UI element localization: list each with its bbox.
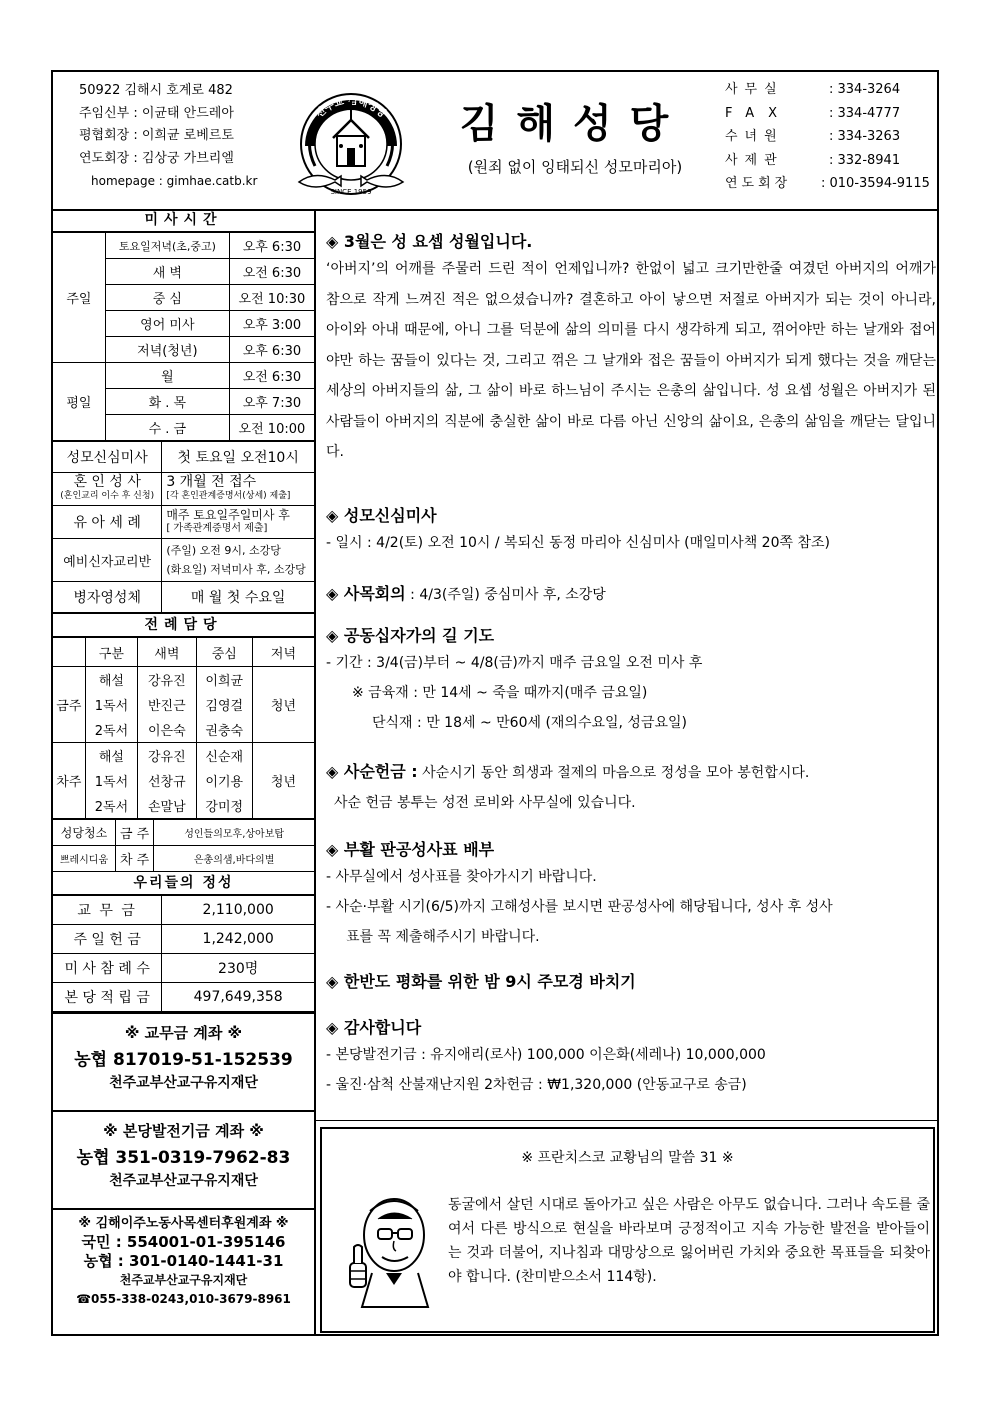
table-row (53, 473, 314, 506)
offering-name: 본 당 적 립 금 (53, 983, 162, 1012)
pope-thumbs-up-icon (342, 1189, 438, 1309)
mass-time: 오전 10:00 (229, 415, 314, 441)
weekday-label: 평일 (53, 363, 105, 441)
mass-name: 월 (105, 363, 229, 389)
cleaning-table (53, 819, 314, 872)
notice-title: ◈ 부활 판공성사표 배부 (326, 840, 495, 859)
service-name: 병자영성체 (53, 582, 162, 613)
service-value-main: 매주 토요일주일미사 후 (166, 508, 290, 522)
table-row (53, 233, 314, 259)
role: 2독서 (85, 717, 137, 743)
account-heading: ※ 본당발전기금 계좌 ※ (103, 1122, 264, 1140)
week-label: 차주 (53, 743, 85, 819)
notice-st-joseph (326, 229, 936, 468)
contact-label: 사제관 (725, 152, 784, 168)
service-value: 매 월 첫 수요일 (162, 582, 314, 613)
bulletin-header (53, 72, 937, 211)
table-row (53, 820, 314, 846)
parish-title: 김해성당 (459, 101, 687, 147)
service-name: 성모신심미사 (53, 442, 162, 473)
contact-office (725, 78, 935, 102)
main-name: 권충숙 (196, 717, 252, 743)
other-services-table (53, 441, 314, 613)
table-row (53, 667, 314, 693)
notice-line: 표를 꼭 제출해주시기 바랍니다. (346, 929, 540, 945)
labor-center-account (53, 1208, 314, 1309)
notice-title: ◈ 사순헌금 : (326, 762, 418, 781)
contact-label: 연도회장 (725, 176, 792, 191)
bulletin-page (51, 70, 939, 1336)
elder-president: 연도회장 : 김상궁 가브리엘 (79, 150, 234, 166)
role: 2독서 (85, 793, 137, 819)
offering-name: 미 사 참 례 수 (53, 954, 162, 983)
table-row (53, 582, 314, 613)
role: 1독서 (85, 768, 137, 793)
service-name-main: 혼 인 성 사 (73, 474, 141, 490)
parish-info (61, 80, 291, 193)
pope-quote-section (316, 1120, 937, 1335)
offering-value: 2,110,000 (162, 896, 314, 925)
account-owner: 천주교부산교구유지재단 (109, 1075, 258, 1091)
mass-time: 오전 10:30 (229, 285, 314, 311)
notice-line: 단식재 : 만 18세 ~ 만60세 (재의수요일, 성금요일) (372, 715, 687, 731)
service-name: 예비신자교리반 (53, 539, 162, 582)
quote-title: ※ 프란치스코 교황님의 말씀 31 ※ (521, 1150, 734, 1166)
mass-times-table (53, 232, 314, 441)
notice-lent-offering (326, 757, 936, 818)
sidebar (53, 209, 316, 1334)
tithe-account (53, 1012, 314, 1106)
offering-value: 497,649,358 (162, 983, 314, 1012)
notice-line: 사순 헌금 봉투는 성전 로비와 사무실에 있습니다. (334, 795, 636, 811)
homepage: homepage : gimhae.catb.kr (91, 174, 258, 188)
notice-line: - 기간 : 3/4(금)부터 ~ 4/8(금)까지 매주 금요일 오전 미사 후 (326, 655, 703, 671)
service-value (162, 473, 314, 506)
service-value-main: 3 개월 전 접수 (166, 474, 257, 490)
notice-title: ◈ 감사합니다 (326, 1018, 422, 1037)
contact-elder (725, 172, 935, 196)
notice-confession-card (326, 837, 936, 952)
table-row (53, 925, 314, 954)
contact-label: FAX (725, 105, 792, 121)
notice-marian-mass (326, 503, 936, 558)
mass-time: 오후 7:30 (229, 389, 314, 415)
liturgy-table (53, 637, 314, 819)
role: 해설 (85, 667, 137, 693)
dawn-name: 이은숙 (138, 717, 196, 743)
contact-rectory (725, 149, 935, 173)
account-heading: ※ 교무금 계좌 ※ (124, 1024, 243, 1042)
logo-text: 천주교 김해성당 (313, 95, 389, 121)
account-heading: ※ 김해이주노동사목센터후원계좌 ※ (78, 1216, 289, 1231)
main-name: 강미정 (196, 793, 252, 819)
notice-line: ※ 금육재 : 만 14세 ~ 죽을 때까지(매주 금요일) (352, 685, 648, 701)
service-value-sub: [각 혼인관계증명서(상세) 제출] (166, 491, 291, 501)
notice-line: - 일시 : 4/2(토) 오전 10시 / 복되신 동정 마리아 신심미사 (매일미사책 20쪽 참조) (326, 535, 830, 551)
table-row (53, 539, 314, 582)
notice-line: - 본당발전기금 : 유지애리(로사) 100,000 이은화(세레나) 10,000,000 (326, 1047, 766, 1063)
notice-line: - 사무실에서 성사표를 찾아가시기 바랍니다. (326, 869, 597, 885)
service-value-sub: (화요일) 저녁미사 후, 소강당 (166, 563, 306, 576)
notice-title: ◈ 공동십자가의 길 기도 (326, 626, 495, 645)
role: 해설 (85, 743, 137, 769)
account-number: 국민 : 554001-01-395146 (81, 1233, 286, 1251)
development-fund-account (53, 1110, 314, 1204)
service-value-sub: [ 가족관계증명서 제출] (166, 523, 268, 534)
mass-times-heading: 미사시간 (53, 209, 314, 232)
contact-value: : 332-8941 (829, 152, 901, 168)
mass-time: 오후 6:30 (229, 233, 314, 259)
church-logo-icon (291, 86, 411, 202)
table-row (53, 363, 314, 389)
offerings-table (53, 895, 314, 1012)
address: 50922 김해시 호계로 482 (79, 83, 233, 98)
notice-peace-prayer (326, 969, 936, 992)
dawn-name: 강유진 (138, 743, 196, 769)
cleaning-label: 성당청소 (53, 820, 115, 846)
notice-title: ◈ 한반도 평화를 위한 밤 9시 주모경 바치기 (326, 972, 636, 991)
notice-line: 사순시기 동안 희생과 절제의 마음으로 정성을 모아 봉헌합시다. (417, 765, 810, 781)
column-header: 새벽 (138, 638, 196, 667)
contact-label: 수녀원 (725, 129, 784, 144)
mass-time: 오전 6:30 (229, 259, 314, 285)
column-header: 중심 (196, 638, 252, 667)
offering-value: 230명 (162, 954, 314, 983)
table-row (53, 743, 314, 769)
pope-quote-box (320, 1127, 935, 1333)
offerings-heading: 우리들의 정성 (53, 872, 314, 895)
notice-line: : 4/3(주일) 중심미사 후, 소강당 (405, 587, 606, 603)
contact-fax (725, 102, 935, 126)
main-name: 신순재 (196, 743, 252, 769)
contact-convent (725, 125, 935, 149)
parish-logo (291, 86, 411, 202)
account-number: 농협 : 301-0140-1441-31 (83, 1252, 284, 1270)
account-owner: 천주교부산교구유지재단 (119, 1273, 248, 1287)
notice-title: ◈ 사목회의 (326, 584, 406, 603)
mass-time: 오후 6:30 (229, 337, 314, 363)
main-name: 김영걸 (196, 692, 252, 717)
main-name: 이기용 (196, 768, 252, 793)
week-label: 차 주 (115, 846, 153, 872)
cleaning-group: 은총의샘,바다의별 (154, 846, 314, 872)
column-header: 구분 (85, 638, 137, 667)
service-name: 유 아 세 례 (53, 506, 162, 539)
council-president: 평협회장 : 이희균 로베르토 (79, 128, 234, 143)
dawn-name: 강유진 (138, 667, 196, 693)
service-name-sub: (혼인교리 이수 후 신청) (60, 491, 155, 501)
contact-phone: ☎055-338-0243,010-3679-8961 (76, 1292, 291, 1306)
account-number: 농협 351-0319-7962-83 (76, 1148, 291, 1168)
service-value-main: (주일) 오전 9시, 소강당 (166, 544, 281, 557)
contact-value: : 010-3594-9115 (821, 176, 930, 191)
week-label: 금 주 (115, 820, 153, 846)
table-header-row (53, 638, 314, 667)
notice-thanks (326, 1015, 936, 1100)
contact-list (725, 78, 935, 196)
notice-stations-of-cross (326, 623, 936, 738)
notice-pastoral-meeting (326, 579, 936, 610)
cleaning-label: 쁘레시디움 (53, 846, 115, 872)
table-row (53, 896, 314, 925)
table-row (53, 954, 314, 983)
mass-name: 수 . 금 (105, 415, 229, 441)
quote-body: 동굴에서 살던 시대로 돌아가고 싶은 사람은 아무도 없습니다. 그러나 속도를 줄여서 다른 방식으로 현실을 바라보며 긍정적이고 지속 가능한 발전을 받아들이는 것과 더불어, 지나침과 대망상으로 잃어버린 가치와 중요한 목표들을 되찾아야 합니다. (찬미받으소서 114항). (448, 1197, 930, 1285)
liturgy-heading: 전례담당 (53, 613, 314, 637)
notice-line: - 울진·삼척 산불재난지원 2차헌금 : ₩1,320,000 (안동교구로 송금) (326, 1077, 747, 1093)
offering-value: 1,242,000 (162, 925, 314, 954)
parish-subtitle: (원죄 없이 잉태되신 성모마리아) (467, 158, 683, 176)
mass-name: 영어 미사 (105, 311, 229, 337)
service-value (162, 506, 314, 539)
logo-since: SINCE 1959 (330, 188, 372, 196)
sunday-label: 주일 (53, 233, 105, 363)
cleaning-group: 성인들의모후,상아보탑 (154, 820, 314, 846)
contact-label: 사무실 (725, 82, 784, 97)
dawn-name: 선창규 (138, 768, 196, 793)
service-value (162, 539, 314, 582)
contact-value: : 334-3263 (829, 129, 901, 144)
evening-name: 청년 (252, 743, 314, 819)
table-row (53, 983, 314, 1012)
offering-name: 교 무 금 (53, 896, 162, 925)
service-value: 첫 토요일 오전10시 (162, 442, 314, 473)
notice-title: ◈ 성모신심미사 (326, 506, 437, 525)
account-number: 농협 817019-51-152539 (74, 1050, 293, 1070)
notice-body: ‘아버지’의 어깨를 주물러 드린 적이 언제입니까? 한없이 넓고 크기만한줄 여겼던 아버지의 어깨가 참으로 작게 느껴진 적은 없으셨습니까? 결혼하고 아이 낳으면 저절로 아버지가 되는 것이 아니라, 아이와 아내 때문에, 아니 그를 덕분에 삶의 의미를 다시 생각하게 되고, 꺾어야만 하는 날개와 접어야만 하는 꿈들이 있다는 것, 그리고 꺾은 그 날개와 접은 꿈들이 아버지가 되게 했다는 것을 깨닫는 세상의 아버지들의 삶, 그 삶이 바로 하느님이 주시는 은총의 삶입니다. 성 요셉 성월은 아버지가 된 사람들이 아버지의 직분에 충실한 삶이 바로 다름 아닌 신앙의 삶이요, 은총의 삶임을 깨닫는 달입니다. (326, 261, 936, 460)
table-row (53, 846, 314, 872)
mass-time: 오후 3:00 (229, 311, 314, 337)
account-owner: 천주교부산교구유지재단 (109, 1173, 258, 1189)
week-label: 금주 (53, 667, 85, 743)
mass-name: 토요일저녁(초,중고) (105, 233, 229, 259)
contact-value: : 334-3264 (829, 82, 901, 97)
pastor: 주임신부 : 이균태 안드레아 (79, 105, 234, 121)
mass-name: 저녁(청년) (105, 337, 229, 363)
mass-time: 오전 6:30 (229, 363, 314, 389)
notice-title: ◈ 3월은 성 요셉 성월입니다. (326, 232, 533, 251)
offering-name: 주 일 헌 금 (53, 925, 162, 954)
table-row (53, 506, 314, 539)
role: 1독서 (85, 692, 137, 717)
contact-value: : 334-4777 (829, 105, 901, 121)
main-name: 이희균 (196, 667, 252, 693)
table-row (53, 442, 314, 473)
service-name (53, 473, 162, 506)
notice-line: - 사순·부활 시기(6/5)까지 고해성사를 보시면 판공성사에 해당됩니다, 성사 후 성사 (326, 899, 833, 915)
evening-name: 청년 (252, 667, 314, 743)
mass-name: 새 벽 (105, 259, 229, 285)
dawn-name: 반진근 (138, 692, 196, 717)
mass-name: 화 . 목 (105, 389, 229, 415)
dawn-name: 손말남 (138, 793, 196, 819)
column-header: 저녁 (252, 638, 314, 667)
mass-name: 중 심 (105, 285, 229, 311)
